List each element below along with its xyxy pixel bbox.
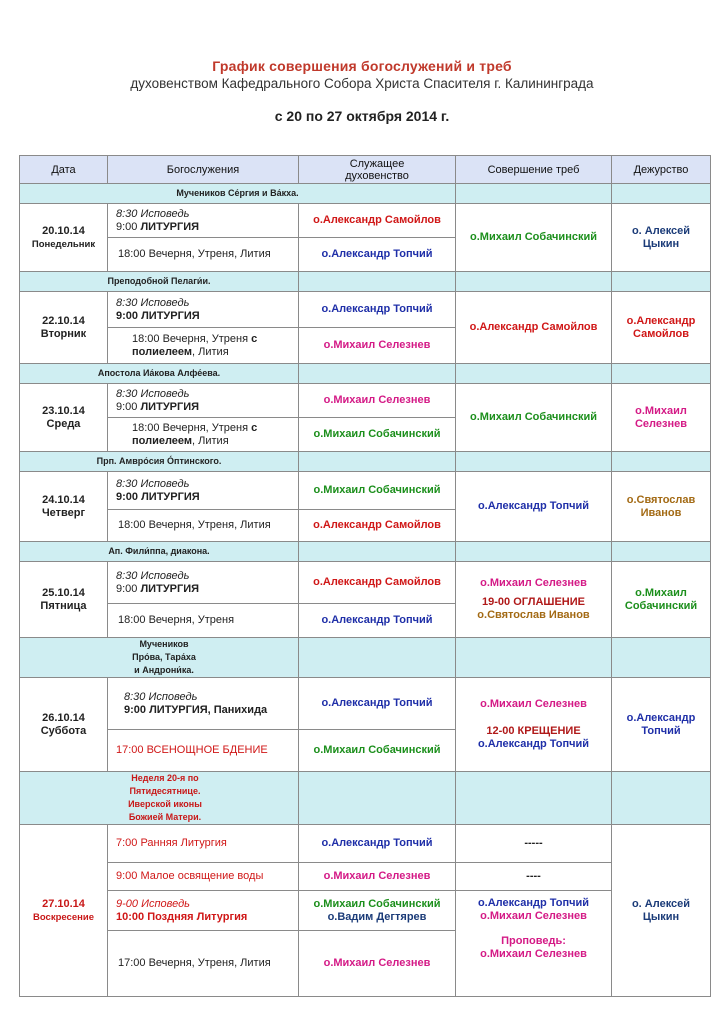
service-cell: 18:00 Вечерня, Утреня, Лития xyxy=(108,510,299,542)
service-row xyxy=(20,863,711,891)
duty-cell: о.Святослав Иванов xyxy=(612,472,711,542)
page-title: График совершения богослужений и треб xyxy=(212,58,512,74)
service-cell: 18:00 Вечерня, Утреня с полиелеем, Лития xyxy=(108,328,299,364)
saint-feast: Мучеников Про́ва, Тара́ха и Андрони́ка. xyxy=(20,638,299,678)
saint-row xyxy=(20,272,711,292)
rites-cell: о.Михаил Собачинский xyxy=(456,204,612,272)
saint-row xyxy=(20,638,711,678)
clergy-cell: о.Александр Самойлов xyxy=(299,204,456,238)
service-cell: 8:30 Исповедь 9:00 ЛИТУРГИЯ xyxy=(108,292,299,328)
date-cell: 24.10.14 Четверг xyxy=(20,472,108,542)
clergy-cell: о.Михаил Селезнев xyxy=(299,931,456,997)
duty-cell: о.Михаил Селезнев xyxy=(612,384,711,452)
duty-cell: о. Алексей Цыкин xyxy=(612,825,711,997)
col-header-duty: Дежурство xyxy=(612,156,711,184)
clergy-cell: о.Михаил Селезнев xyxy=(299,863,456,891)
rites-cell: о.Александр Топчий xyxy=(456,472,612,542)
saint-feast: Преподобной Пелаги́и. xyxy=(20,272,299,292)
clergy-cell: о.Михаил Собачинский xyxy=(299,418,456,452)
rites-cell: о.Александр Самойлов xyxy=(456,292,612,364)
date-cell: 23.10.14 Среда xyxy=(20,384,108,452)
service-cell: 17:00 Вечерня, Утреня, Лития xyxy=(108,931,299,997)
service-cell: 8:30 Исповедь 9:00 ЛИТУРГИЯ xyxy=(108,384,299,418)
date-cell: 22.10.14 Вторник xyxy=(20,292,108,364)
saint-feast: Прп. Амвро́сия О́птинского. xyxy=(20,452,299,472)
saint-row xyxy=(20,452,711,472)
saint-row xyxy=(20,364,711,384)
page-subtitle: духовенством Кафедрального Собора Христа Спасителя г. Калининграда xyxy=(130,76,594,91)
saint-row xyxy=(20,184,711,204)
col-header-clergy: Служащее духовенство xyxy=(299,156,456,184)
rites-cell: о.Александр Топчий о.Михаил Селезнев Проповедь: о.Михаил Селезнев xyxy=(456,891,612,997)
clergy-cell: о.Михаил Собачинский xyxy=(299,730,456,772)
clergy-cell: о.Александр Самойлов xyxy=(299,510,456,542)
col-header-rites: Совершение треб xyxy=(456,156,612,184)
clergy-cell: о.Михаил Селезнев xyxy=(299,328,456,364)
service-row xyxy=(20,472,711,510)
date-value: 20.10.14 xyxy=(42,224,85,237)
rites-cell: о.Михаил Селезнев 12-00 КРЕЩЕНИЕ о.Александр Топчий xyxy=(456,678,612,772)
clergy-cell: о.Александр Самойлов xyxy=(299,562,456,604)
rites-cell: о.Михаил Селезнев 19-00 ОГЛАШЕНИЕ о.Святослав Иванов xyxy=(456,562,612,638)
rites-cell: ----- xyxy=(456,825,612,863)
saint-feast: Ап. Фили́ппа, диакона. xyxy=(20,542,299,562)
duty-cell: о.Михаил Собачинский xyxy=(612,562,711,638)
service-cell: 9-00 Исповедь 10:00 Поздняя Литургия xyxy=(108,891,299,931)
clergy-cell: о.Александр Топчий xyxy=(299,292,456,328)
saint-feast: Апостола Иа́кова Алфе́ева. xyxy=(20,364,299,384)
service-row xyxy=(20,204,711,238)
schedule-table xyxy=(19,155,711,997)
service-cell: 8:30 Исповедь 9:00 ЛИТУРГИЯ xyxy=(108,204,299,238)
service-cell: 8:30 Исповедь 9:00 ЛИТУРГИЯ xyxy=(108,472,299,510)
service-cell: 8:30 Исповедь 9:00 ЛИТУРГИЯ, Панихида xyxy=(108,678,299,730)
clergy-cell: о.Александр Топчий xyxy=(299,678,456,730)
service-cell: 18:00 Вечерня, Утреня с полиелеем, Лития xyxy=(108,418,299,452)
service-cell: 8:30 Исповедь 9:00 ЛИТУРГИЯ xyxy=(108,562,299,604)
clergy-cell: о.Александр Топчий xyxy=(299,825,456,863)
rites-cell: ---- xyxy=(456,863,612,891)
service-row xyxy=(20,891,711,931)
saint-feast: Неделя 20-я по Пятидесятнице. Иверской иконы Божией Матери. xyxy=(20,772,299,825)
service-cell: 17:00 ВСЕНОЩНОЕ БДЕНИЕ xyxy=(108,730,299,772)
duty-cell: о. Алексей Цыкин xyxy=(612,204,711,272)
service-row xyxy=(20,292,711,328)
clergy-cell: о.Михаил Селезнев xyxy=(299,384,456,418)
service-row xyxy=(20,825,711,863)
saint-row xyxy=(20,772,711,825)
saint-feast: Мучеников Се́ргия и Ва́кха. xyxy=(20,184,456,204)
saint-row xyxy=(20,542,711,562)
service-cell: 9:00 Малое освящение воды xyxy=(108,863,299,891)
date-cell: 27.10.14 Воскресение xyxy=(20,825,108,997)
date-cell xyxy=(20,204,108,272)
clergy-cell: о.Александр Топчий xyxy=(299,604,456,638)
date-cell: 26.10.14 Суббота xyxy=(20,678,108,772)
date-cell: 25.10.14 Пятница xyxy=(20,562,108,638)
table-header-row xyxy=(20,156,711,184)
clergy-cell: о.Михаил Собачинский xyxy=(299,472,456,510)
service-cell: 18:00 Вечерня, Утреня xyxy=(108,604,299,638)
service-cell: 18:00 Вечерня, Утреня, Лития xyxy=(108,238,299,272)
duty-cell: о.Александр Самойлов xyxy=(612,292,711,364)
service-cell: 7:00 Ранняя Литургия xyxy=(108,825,299,863)
col-header-date: Дата xyxy=(20,156,108,184)
weekday-value: Понедельник xyxy=(31,238,96,250)
rites-cell: о.Михаил Собачинский xyxy=(456,384,612,452)
page-period: с 20 по 27 октября 2014 г. xyxy=(274,108,450,124)
clergy-cell: о.Александр Топчий xyxy=(299,238,456,272)
service-row xyxy=(20,678,711,730)
col-header-services: Богослужения xyxy=(108,156,299,184)
service-row xyxy=(20,384,711,418)
duty-cell: о.Александр Топчий xyxy=(612,678,711,772)
clergy-cell: о.Михаил Собачинский о.Вадим Дегтярев xyxy=(299,891,456,931)
service-row xyxy=(20,562,711,604)
